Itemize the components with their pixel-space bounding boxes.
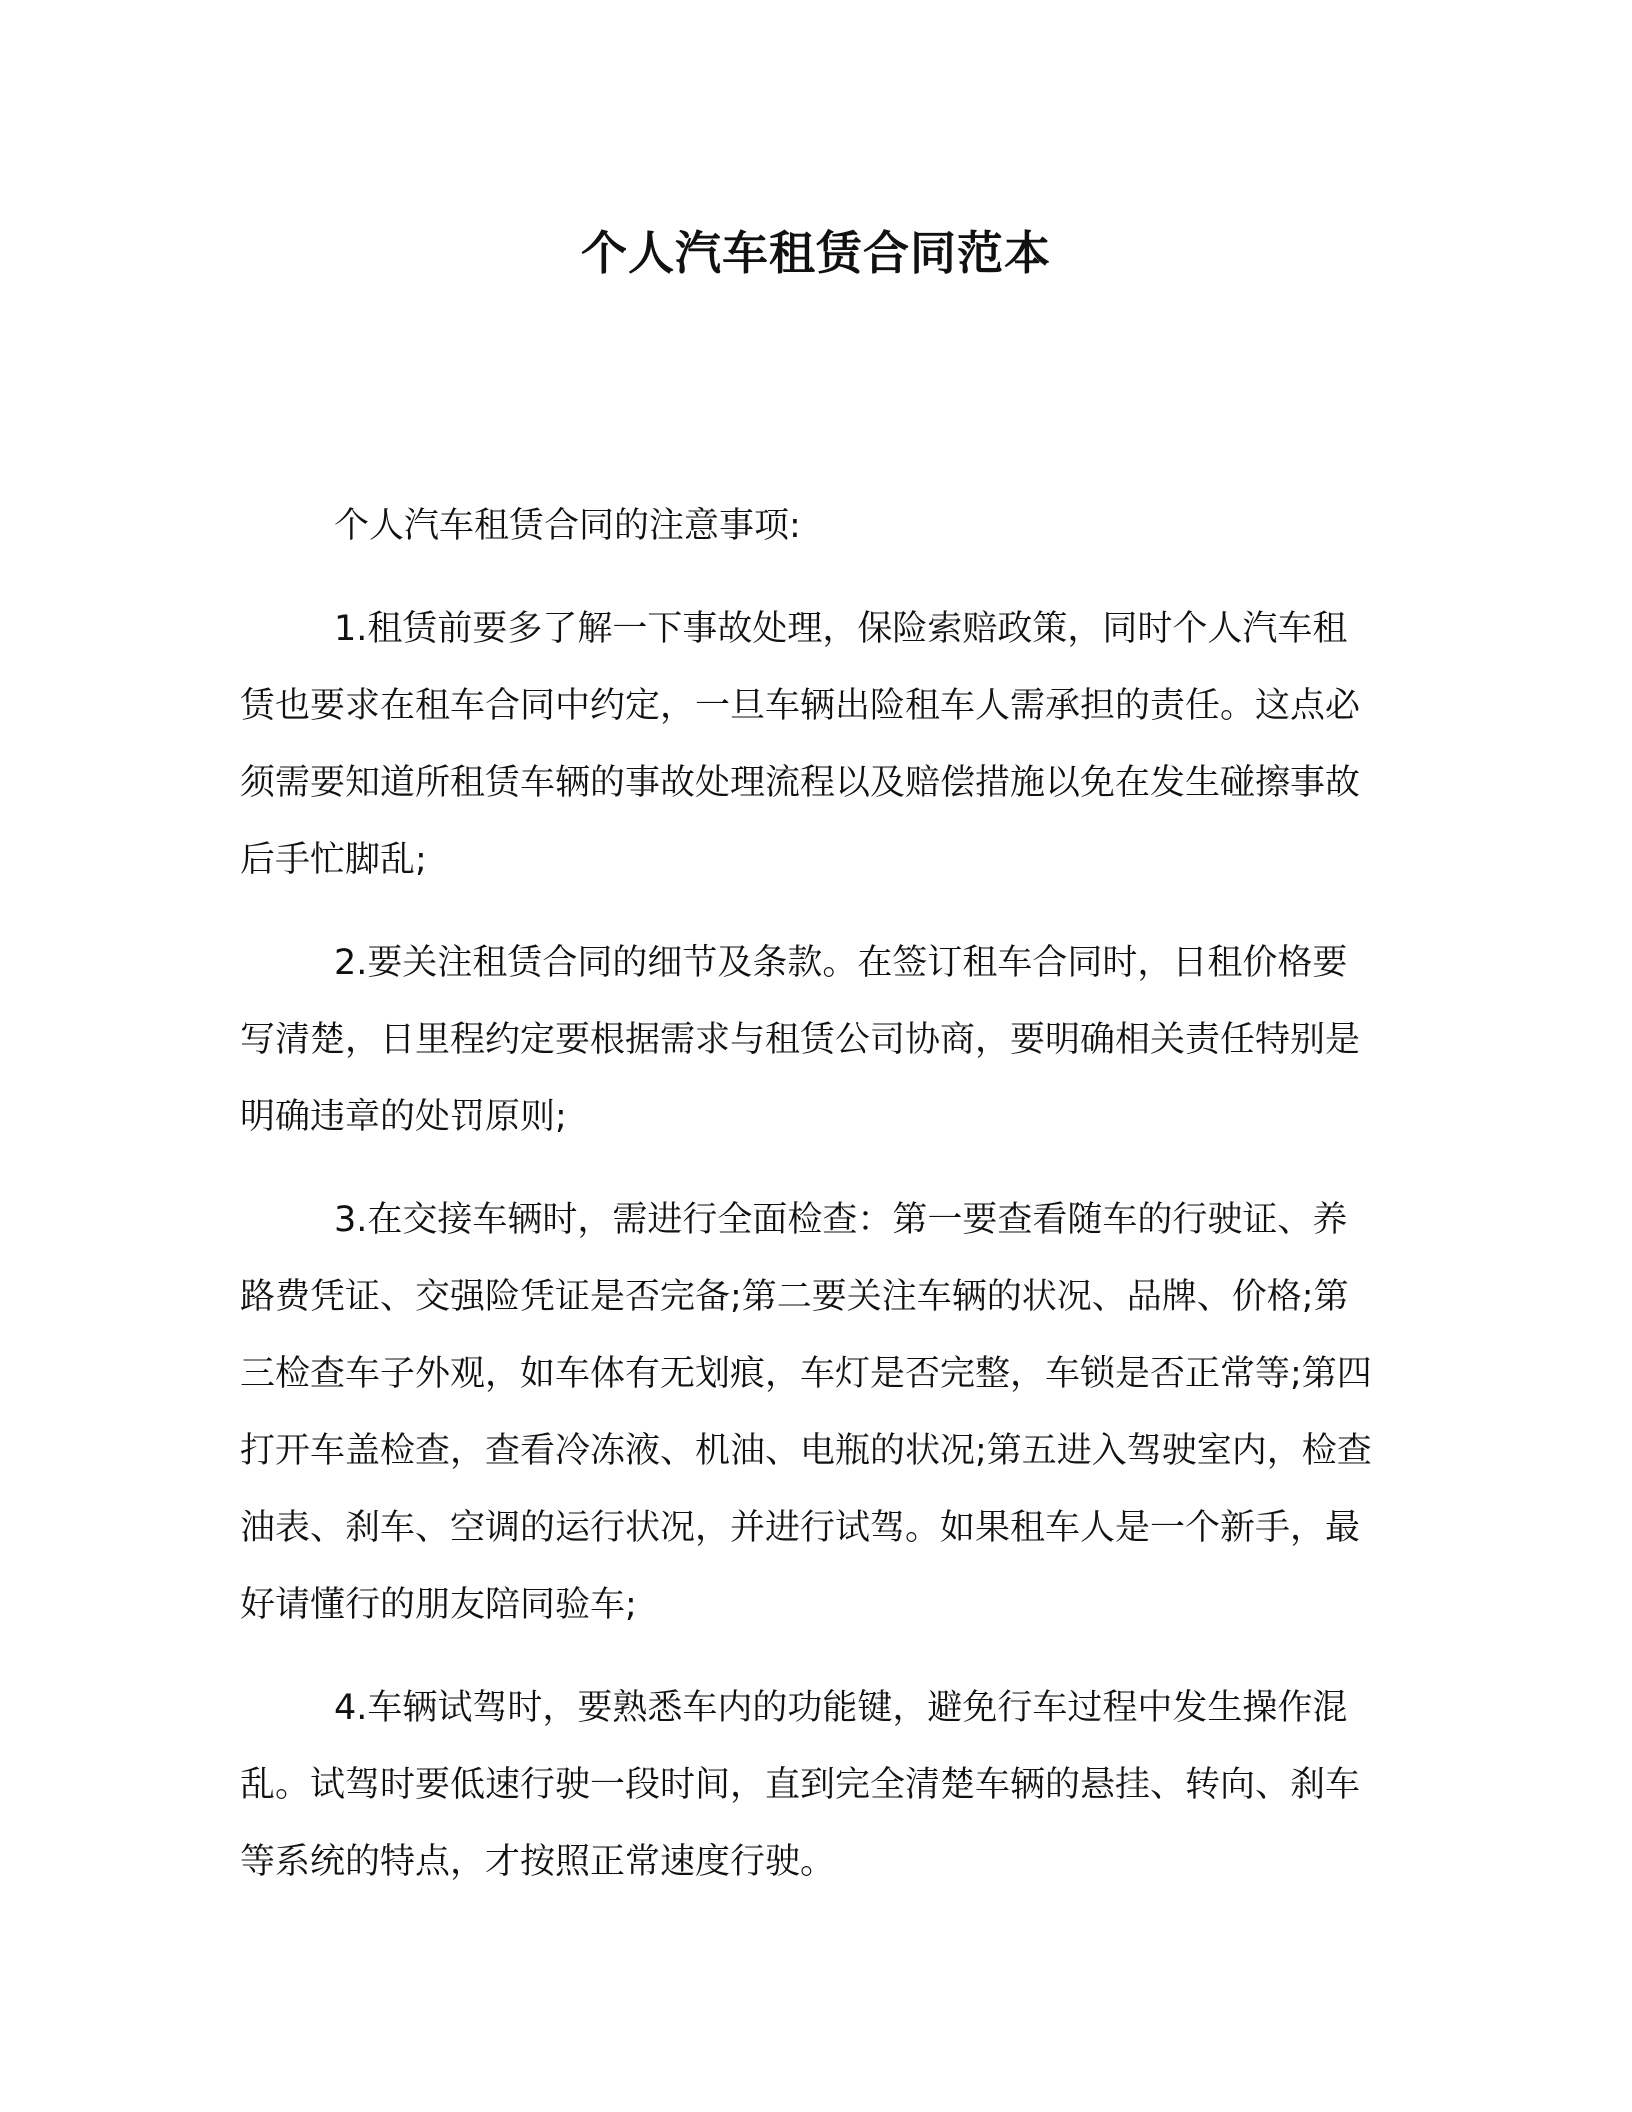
- document-title: 个人汽车租赁合同范本: [581, 226, 1051, 280]
- paragraph-item-3: 3.在交接车辆时，需进行全面检查：第一要查看随车的行驶证、养路费凭证、交强险凭证是否完备;第二要关注车辆的状况、品牌、价格;第三检查车子外观，如车体有无划痕，车灯是否完整，车锁是否正常等;第四打开车盖检查，查看冷冻液、机油、电瓶的状况;第五进入驾驶室内，检查油表、刹车、空调的运行状况，并进行试驾。如果租车人是一个新手，最好请懂行的朋友陪同验车;: [240, 1200, 1372, 1625]
- paragraph-item-4: 4.车辆试驾时，要熟悉车内的功能键，避免行车过程中发生操作混乱。试驾时要低速行驶一段时间，直到完全清楚车辆的悬挂、转向、刹车等系统的特点，才按照正常速度行驶。: [240, 1688, 1361, 1882]
- paragraph-item-2: 2.要关注租赁合同的细节及条款。在签订租车合同时，日租价格要写清楚，日里程约定要根据需求与租赁公司协商，要明确相关责任特别是明确违章的处罚原则;: [240, 943, 1361, 1137]
- paragraph-item-1: 1.租赁前要多了解一下事故处理，保险索赔政策，同时个人汽车租赁也要求在租车合同中约定，一旦车辆出险租车人需承担的责任。这点必须需要知道所租赁车辆的事故处理流程以及赔偿措施以免在发生碰擦事故后手忙脚乱;: [240, 609, 1361, 880]
- intro-paragraph: 个人汽车租赁合同的注意事项:: [334, 506, 801, 546]
- document-body: [240, 488, 1380, 1927]
